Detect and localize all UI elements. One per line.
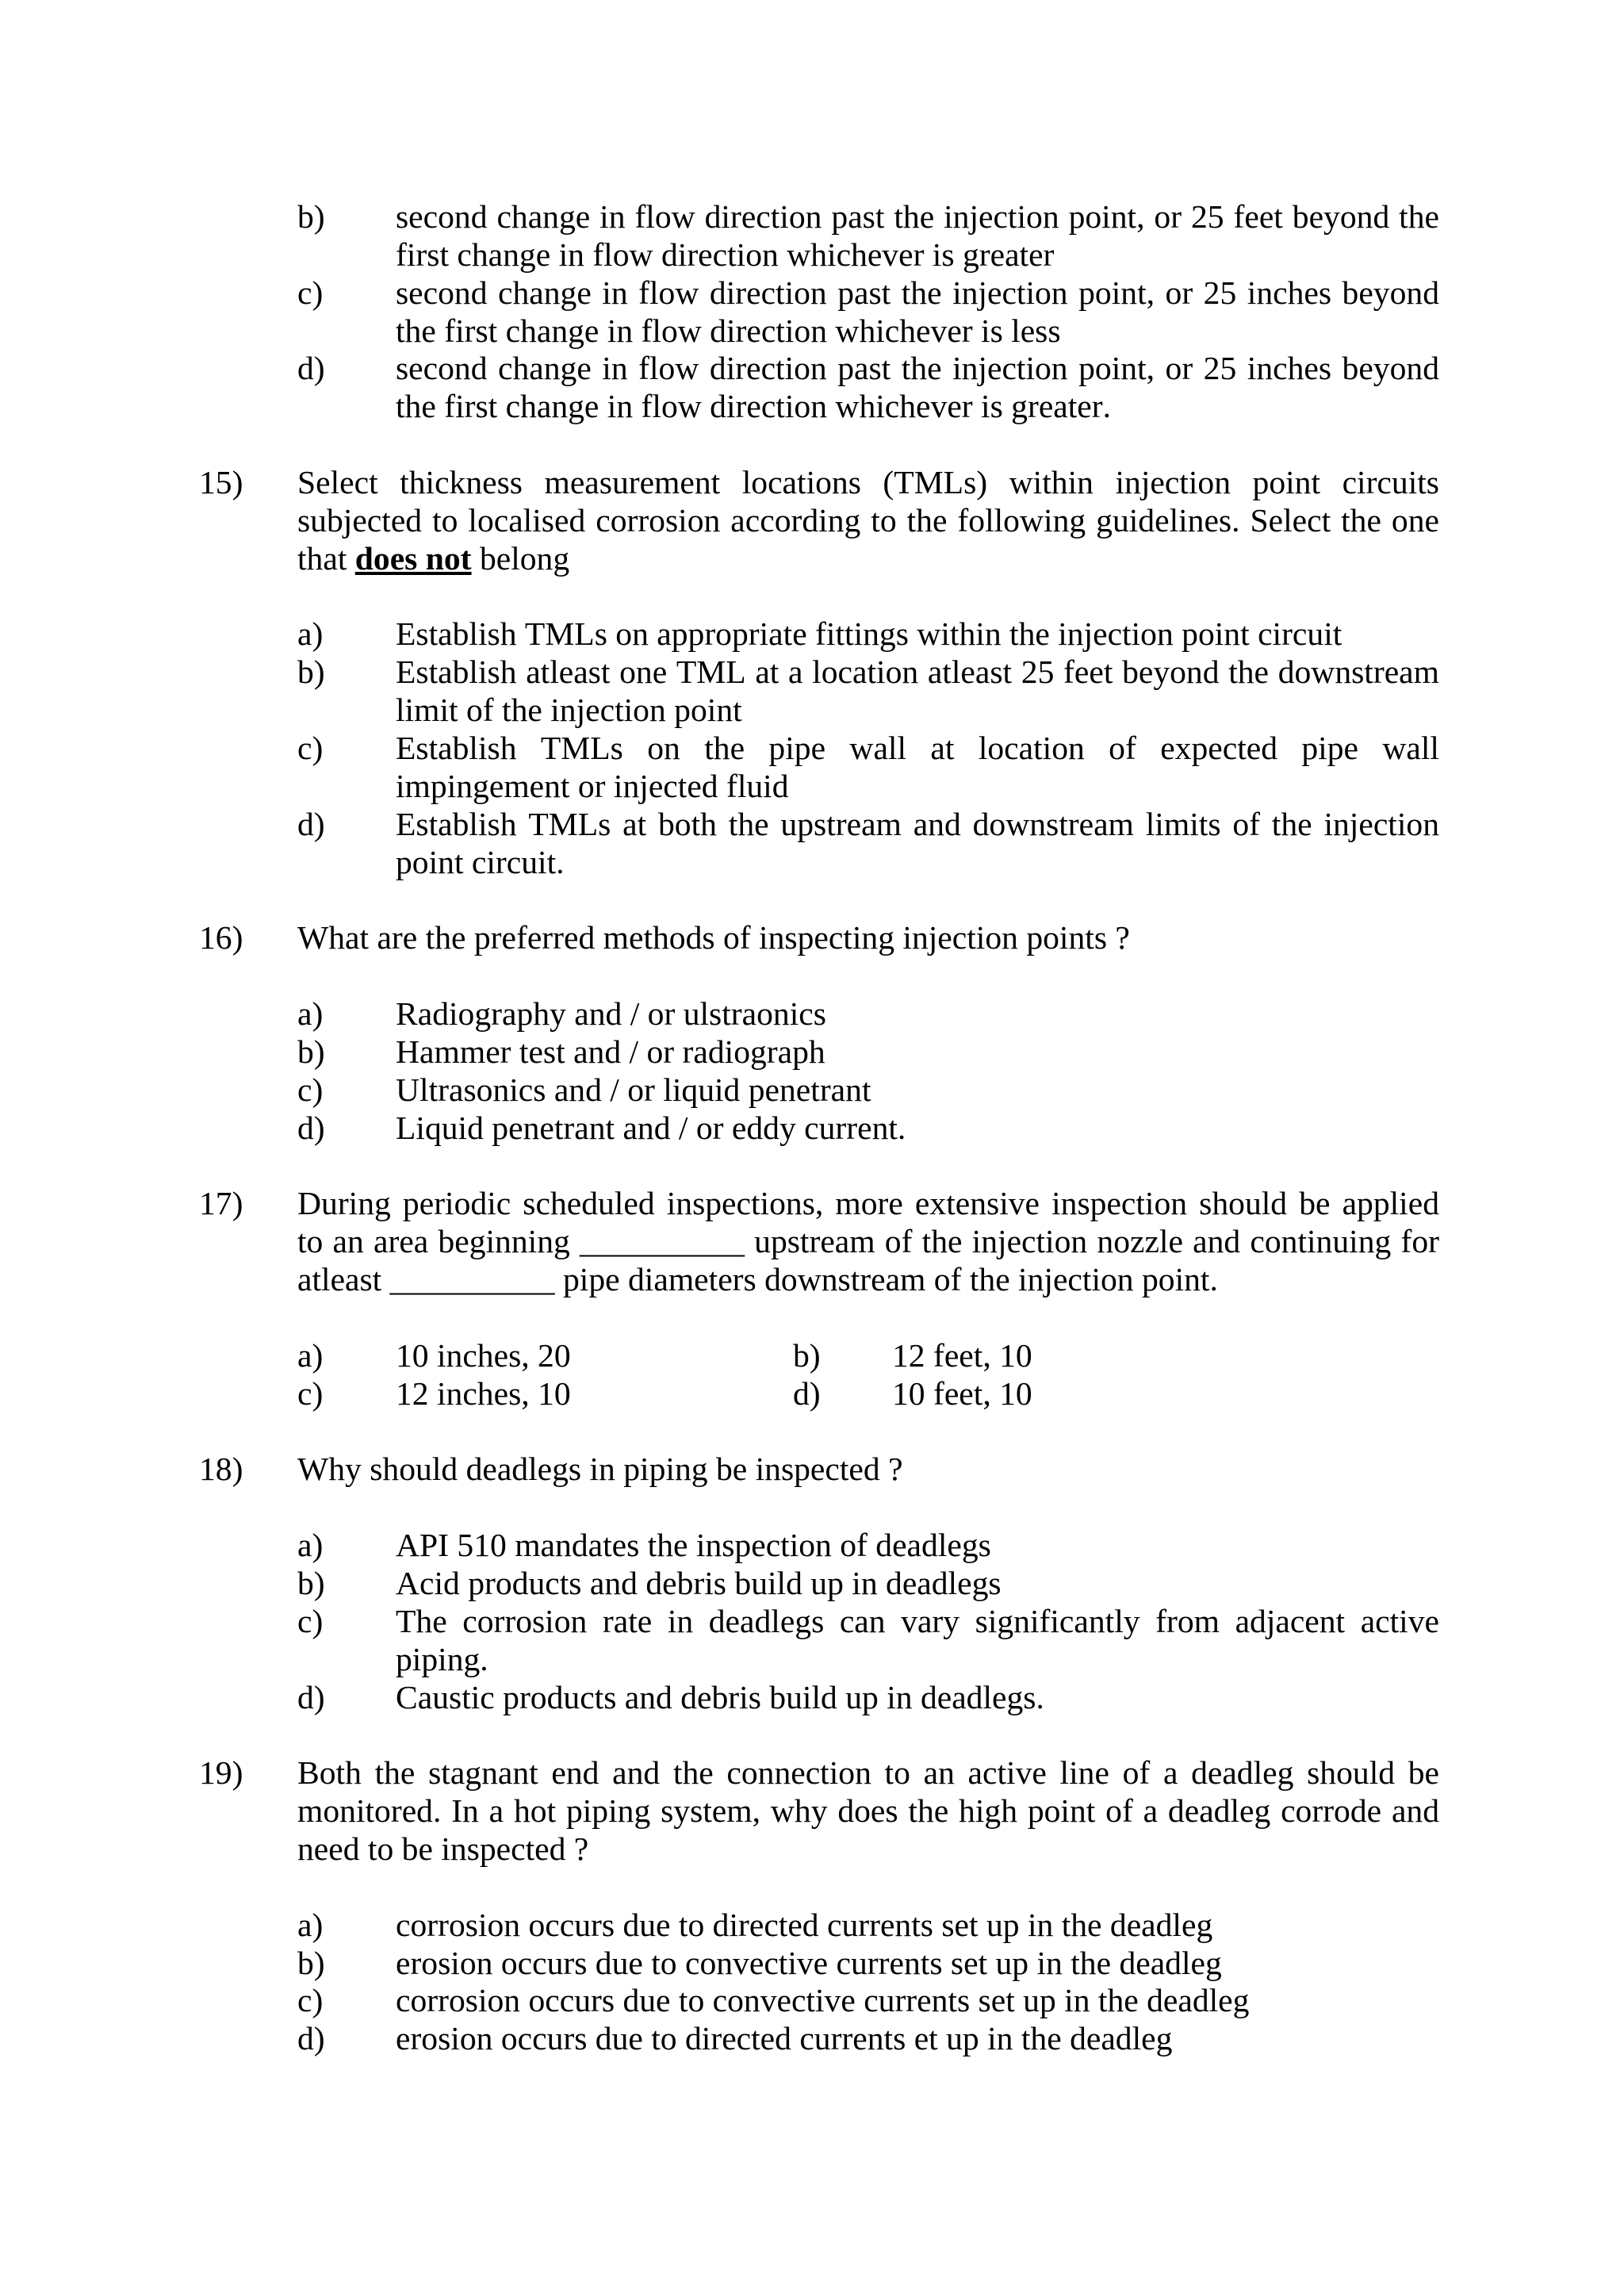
question-stem <box>199 1754 1441 1869</box>
question-stem <box>199 464 1441 578</box>
option-text: Establish TMLs on appropriate fittings within the injection point circuit <box>396 615 1342 653</box>
option-text: second change in flow direction past the injection point, or 25 inches beyond the first change in flow direction whichever is less <box>396 274 1439 349</box>
option-label: c) <box>297 1374 324 1412</box>
option-label: c) <box>297 1982 324 2019</box>
option-d <box>297 350 1441 426</box>
option-label: a) <box>297 1527 324 1564</box>
option-text: corrosion occurs due to directed currents set up in the deadleg <box>396 1906 1213 1943</box>
option-c <box>297 1603 1441 1679</box>
text-line: Both the stagnant end and the connection to an active line of a deadleg should be <box>297 1754 1439 1792</box>
option-b <box>793 1337 1289 1375</box>
option-d <box>793 1375 1289 1413</box>
option-text: 10 inches, 20 <box>396 1336 571 1374</box>
text-line: second change in flow direction past the injection point, or 25 inches beyond <box>396 350 1439 387</box>
question-stem <box>199 919 1441 957</box>
option-text: 12 feet, 10 <box>892 1336 1032 1374</box>
option-list <box>199 1489 1441 1716</box>
option-list <box>199 957 1441 1147</box>
option-label: c) <box>297 1071 324 1108</box>
question-19 <box>199 1716 1441 2058</box>
option-c <box>297 1982 1441 2020</box>
question-stem <box>199 1451 1441 1489</box>
option-label: b) <box>297 1944 325 1981</box>
option-d <box>297 1110 1441 1148</box>
option-a <box>297 1337 793 1375</box>
option-row <box>297 1337 1441 1375</box>
option-d <box>297 2020 1441 2058</box>
option-label: d) <box>297 805 325 842</box>
option-b <box>297 1945 1441 1983</box>
text-line: The corrosion rate in deadlegs can vary significantly from adjacent active <box>396 1602 1439 1639</box>
option-a <box>297 995 1441 1033</box>
option-c <box>297 1375 793 1413</box>
question-text <box>297 464 1439 578</box>
question-number: 16) <box>199 919 243 956</box>
question-18 <box>199 1413 1441 1717</box>
question-text-main: Select thickness measurement locations (TMLs) within injection point circuits subjected to localised corrosion according to the following guidelines. Select the one that <box>297 464 1439 577</box>
option-label: c) <box>297 1602 324 1639</box>
option-row <box>297 1375 1441 1413</box>
option-text: erosion occurs due to convective currents set up in the deadleg <box>396 1944 1222 1981</box>
question-15 <box>199 426 1441 881</box>
option-b <box>297 198 1441 274</box>
option-a <box>297 615 1441 654</box>
option-text: Ultrasonics and / or liquid penetrant <box>396 1071 871 1108</box>
text-line: monitored. In a hot piping system, why does the high point of a deadleg corrode and <box>297 1792 1439 1830</box>
option-label: b) <box>297 1564 325 1601</box>
option-label: d) <box>793 1374 821 1412</box>
question-text-end: belong <box>471 539 570 577</box>
option-label: b) <box>793 1336 821 1374</box>
question-emphasis: does not <box>354 539 472 577</box>
option-a <box>297 1527 1441 1565</box>
option-b <box>297 654 1441 730</box>
option-c <box>297 730 1441 806</box>
question-text: What are the preferred methods of inspecting injection points ? <box>297 919 1130 956</box>
option-label: a) <box>297 995 324 1033</box>
page-content <box>199 198 1441 2058</box>
option-c <box>297 274 1441 351</box>
option-text: 10 feet, 10 <box>892 1374 1032 1412</box>
option-text: Establish TMLs at both the upstream and downstream limits of the injection point circuit. <box>396 805 1439 880</box>
text-line: During periodic scheduled inspections, more extensive inspection should be applied <box>297 1185 1439 1222</box>
option-text: Acid products and debris build up in deadlegs <box>396 1564 1002 1601</box>
option-list <box>199 1299 1441 1413</box>
option-label: d) <box>297 1678 325 1715</box>
text-line: Establish TMLs at both the upstream and downstream limits of the injection <box>396 805 1439 842</box>
option-text: The corrosion rate in deadlegs can vary significantly from adjacent active piping. <box>396 1602 1439 1677</box>
question-16 <box>199 881 1441 1147</box>
option-text: second change in flow direction past the injection point, or 25 feet beyond the first change in flow direction whichever is greater <box>396 198 1439 273</box>
option-text: Establish TMLs on the pipe wall at location of expected pipe wall impingement or injected fluid <box>396 730 1439 804</box>
option-text: erosion occurs due to directed currents et up in the deadleg <box>396 2020 1173 2057</box>
text-line: Establish TMLs on the pipe wall at location of expected pipe wall <box>396 730 1439 767</box>
option-label: a) <box>297 1336 324 1374</box>
option-d <box>297 806 1441 882</box>
question-stem <box>199 1185 1441 1299</box>
option-text: 12 inches, 10 <box>396 1374 571 1412</box>
option-a <box>297 1907 1441 1945</box>
option-c <box>297 1071 1441 1110</box>
option-label: d) <box>297 350 325 387</box>
option-label: b) <box>297 198 325 235</box>
option-label: c) <box>297 274 324 311</box>
text-line: Select thickness measurement locations (TMLs) within injection point circuits <box>297 464 1439 501</box>
option-b <box>297 1033 1441 1071</box>
option-text: API 510 mandates the inspection of deadlegs <box>396 1527 991 1564</box>
option-label: a) <box>297 615 324 653</box>
option-list <box>199 1869 1441 2058</box>
question-17 <box>199 1147 1441 1412</box>
question-number: 15) <box>199 464 243 501</box>
option-text: Liquid penetrant and / or eddy current. <box>396 1109 906 1146</box>
option-list <box>199 578 1441 882</box>
option-text: Caustic products and debris build up in deadlegs. <box>396 1678 1044 1715</box>
option-text: second change in flow direction past the injection point, or 25 inches beyond the first change in flow direction whichever is greater. <box>396 350 1439 425</box>
question-text: Why should deadlegs in piping be inspected ? <box>297 1451 903 1488</box>
option-text: Radiography and / or ulstraonics <box>396 995 826 1033</box>
option-list <box>199 198 1441 426</box>
option-d <box>297 1679 1441 1717</box>
text-line: subjected to localised corrosion according to the following guidelines. Select the one <box>297 501 1439 539</box>
option-b <box>297 1565 1441 1603</box>
option-label: d) <box>297 1109 325 1146</box>
option-label: b) <box>297 654 325 691</box>
option-text: Hammer test and / or radiograph <box>396 1033 825 1070</box>
question-text: Both the stagnant end and the connection to an active line of a deadleg should be monitored. In a hot piping system, why does the high point of a deadleg corrode and need to be inspected ? <box>297 1754 1439 1867</box>
option-text: corrosion occurs due to convective currents set up in the deadleg <box>396 1982 1250 2019</box>
option-label: d) <box>297 2020 325 2057</box>
text-line: to an area beginning __________ upstream of the injection nozzle and continuing for <box>297 1223 1439 1260</box>
question-number: 19) <box>199 1754 243 1792</box>
option-label: a) <box>297 1906 324 1943</box>
question-number: 18) <box>199 1451 243 1488</box>
option-text: Establish atleast one TML at a location atleast 25 feet beyond the downstream limit of the injection point <box>396 654 1439 729</box>
option-label: c) <box>297 730 324 767</box>
question-text: During periodic scheduled inspections, more extensive inspection should be applied to an area beginning __________ upstream of the injection nozzle and continuing for atleast __________ pipe diameters downstream of the injection point. <box>297 1185 1439 1298</box>
question-number: 17) <box>199 1185 243 1222</box>
question-14-continued <box>199 198 1441 426</box>
text-line: second change in flow direction past the injection point, or 25 inches beyond <box>396 274 1439 311</box>
text-line: Establish atleast one TML at a location atleast 25 feet beyond the downstream <box>396 654 1439 691</box>
option-label: b) <box>297 1033 325 1070</box>
text-line: second change in flow direction past the injection point, or 25 feet beyond the <box>396 198 1439 235</box>
